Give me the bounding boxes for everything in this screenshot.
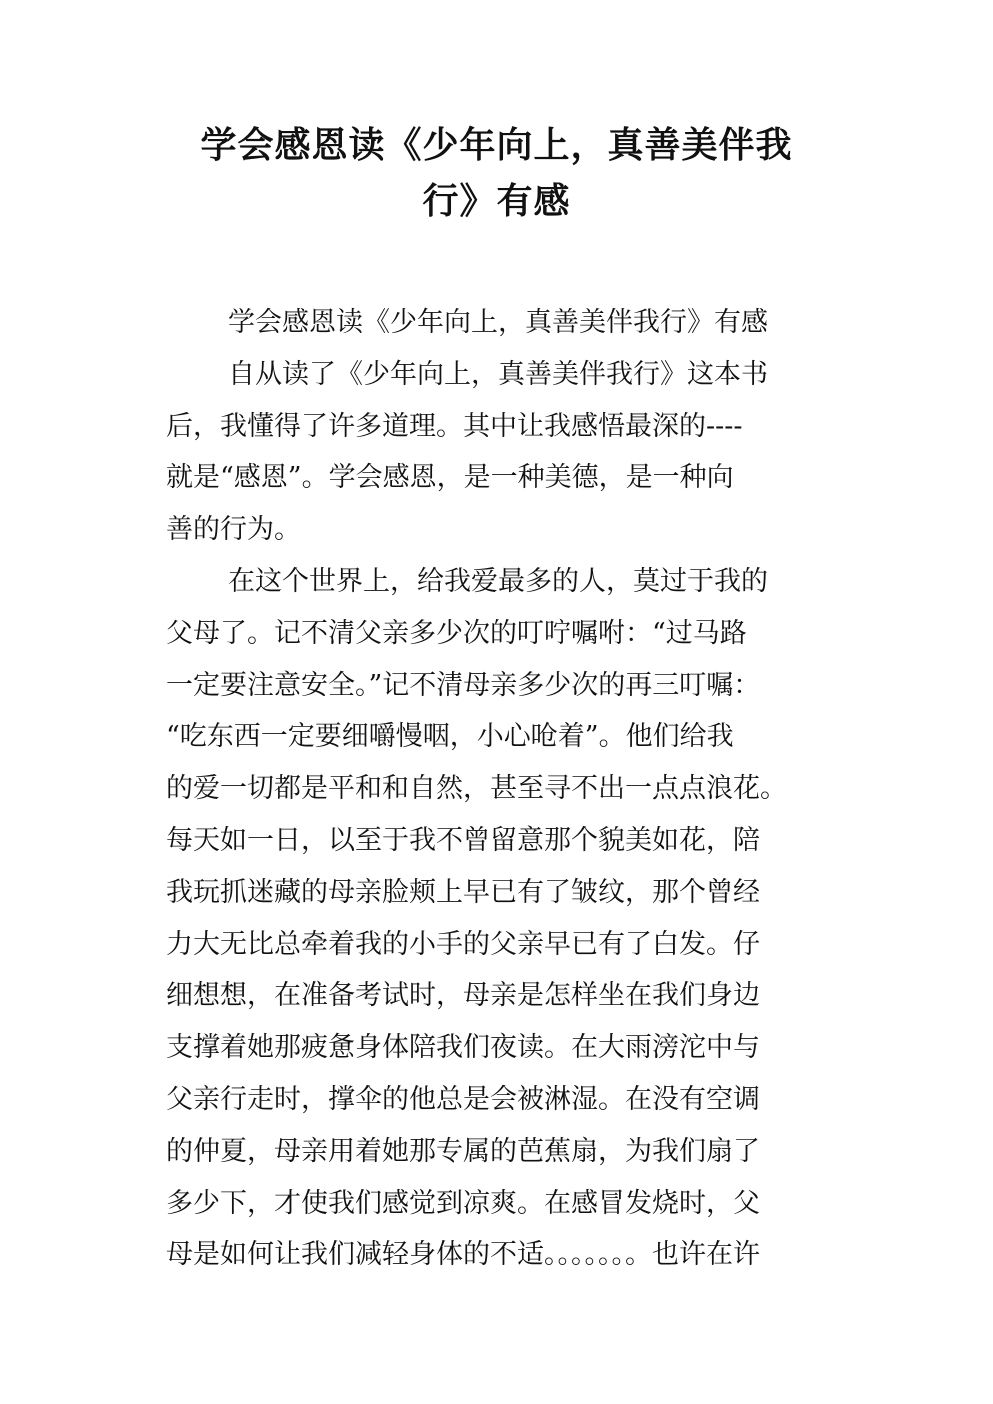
paragraph-line: 的爱一切都是平和和自然，甚至寻不出一点点浪花。: [166, 773, 787, 805]
paragraph-line: 就是“感恩”。学会感恩，是一种美德，是一种向: [166, 462, 734, 494]
paragraph-line: 母是如何让我们减轻身体的不适。。。。。。。也许在许: [166, 1239, 760, 1271]
document-title: [150, 118, 843, 230]
paragraph-line: 力大无比总牵着我的小手的父亲早已有了白发。仔: [166, 928, 760, 960]
paragraph-line: 在这个世界上，给我爱最多的人，莫过于我的: [228, 565, 768, 597]
paragraph-line: “吃东西一定要细嚼慢咽，小心呛着”。他们给我: [166, 721, 734, 753]
title-line: 行》有感: [422, 181, 571, 222]
paragraph-line: 细想想，在准备考试时，母亲是怎样坐在我们身边: [166, 980, 760, 1012]
paragraph-line: 的仲夏，母亲用着她那专属的芭蕉扇，为我们扇了: [166, 1135, 760, 1167]
paragraph-line: 支撑着她那疲惫身体陪我们夜读。在大雨滂沱中与: [166, 1032, 760, 1064]
paragraph-line: 父亲行走时，撑伞的他总是会被淋湿。在没有空调: [166, 1083, 760, 1115]
paragraph-line: 自从读了《少年向上，真善美伴我行》这本书: [228, 358, 768, 390]
subtitle-line: 学会感恩读《少年向上，真善美伴我行》有感: [228, 307, 768, 338]
paragraph-line: 后，我懂得了许多道理。其中让我感悟最深的----: [166, 410, 743, 442]
paragraph-line: 多少下，才使我们感觉到凉爽。在感冒发烧时，父: [166, 1187, 760, 1219]
title-line: 学会感恩读《少年向上，真善美伴我: [200, 125, 793, 166]
paragraph-line: 每天如一日，以至于我不曾留意那个貌美如花，陪: [166, 824, 760, 856]
paragraph-line: 父母了。记不清父亲多少次的叮咛嘱咐：“过马路: [166, 617, 747, 649]
paragraph-line: 一定要注意安全。”记不清母亲多少次的再三叮嘱：: [166, 669, 761, 701]
document-body: [166, 297, 846, 1281]
paragraph-line: 善的行为。: [166, 514, 301, 546]
paragraph-line: 我玩抓迷藏的母亲脸颊上早已有了皱纹，那个曾经: [166, 876, 760, 908]
